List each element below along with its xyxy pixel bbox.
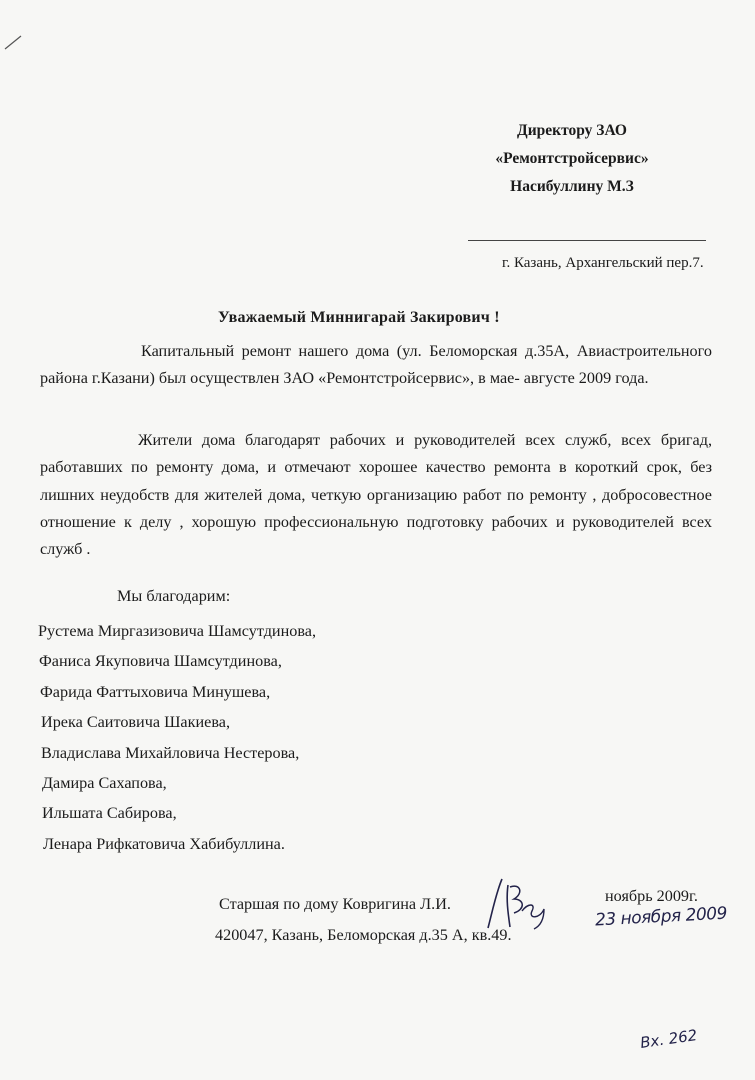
list-item: Ленара Рифкатовича Хабибуллина. [43,834,285,853]
address-divider [468,240,706,241]
sender-city: г. Казань, Архангельский пер.7. [502,255,704,271]
list-item: Ирека Саитовича Шакиева, [41,713,230,732]
list-item: Владислава Михайловича Нестерова, [41,743,300,762]
recipient-block [482,117,662,201]
people-list [38,616,316,859]
handwritten-incoming-number: Вх. 262 [639,1026,699,1052]
signer-address: 420047, Казань, Беломорская д.35 А, кв.49. [215,926,512,944]
salutation: Уважаемый Миннигарай Закирович ! [218,309,500,326]
list-item: Фаниса Якуповича Шамсутдинова, [39,652,282,671]
paragraph-1: Капитальный ремонт нашего дома (ул. Беломорская д.35А, Авиастроительного района г.Казани) был осуществлен ЗАО «Ремонтстройсервис», в мае- августе 2009 года. [40,342,712,388]
handwritten-signature [478,873,558,933]
letter-date: ноябрь 2009г. [605,887,698,905]
recipient-line-2: «Ремонтстройсервис» [495,150,649,167]
list-item: Рустема Миргазизовича Шамсутдинова, [38,622,317,640]
list-item: Ильшата Сабирова, [42,804,177,823]
corner-pen-mark [2,32,24,52]
signer-name: Старшая по дому Ковригина Л.И. [219,895,451,913]
thanks-intro: Мы благодарим: [117,587,231,605]
paragraph-2: Жители дома благодарят рабочих и руководителей всех служб, всех бригад, работавших по ремонту дома, и отмечают хорошее качество ремонта в короткий срок, без лишних неудобств для жителей дома, четкую организацию работ по ремонту , добросовестное отношение к делу , хорошую профессиональную подготовку рабочих и руководителей всех служб . [40,431,712,559]
list-item: Дамира Сахапова, [42,773,167,792]
recipient-line-3: Насибуллину М.З [510,178,634,195]
list-item: Фарида Фаттыховича Минушева, [40,682,271,701]
handwritten-received-date: 23 ноября 2009 [594,903,728,931]
recipient-line-1: Директору ЗАО [517,122,627,139]
